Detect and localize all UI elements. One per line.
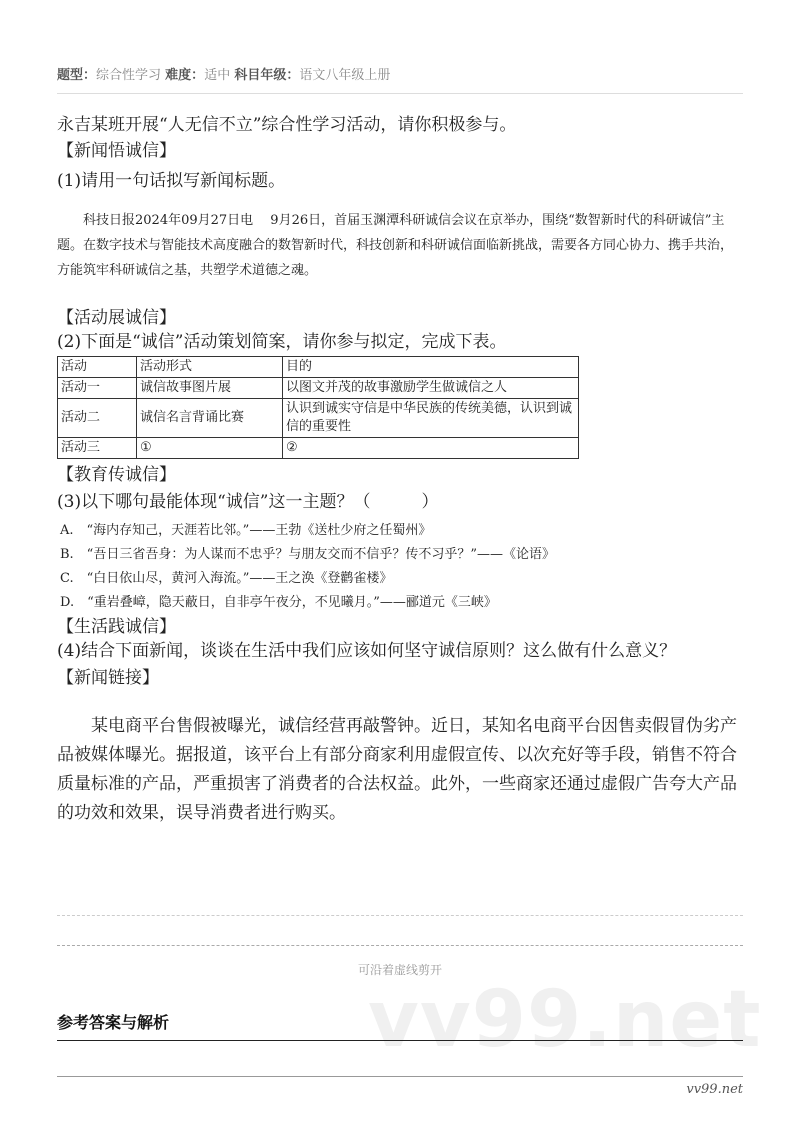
table-header: 活动形式 bbox=[137, 357, 283, 378]
activity-table bbox=[57, 356, 579, 459]
intro: 永吉某班开展“人无信不立”综合性学习活动，请你积极参与。 bbox=[57, 115, 517, 135]
table-cell: 诚信故事图片展 bbox=[137, 378, 283, 399]
table-header-row bbox=[58, 357, 579, 378]
difficulty-label: 难度： bbox=[165, 68, 205, 83]
cut-line bbox=[57, 945, 743, 946]
table-header: 活动 bbox=[58, 357, 137, 378]
news-paragraph-1: 科技日报2024年09月27日电 9月26日，首届玉渊潭科研诚信会议在京举办，围绕“数智新时代的科研诚信”主题。在数字技术与智能技术高度融合的数智新时代，科技创新和科研诚信面临新挑战，需要各方同心协力、携手共治，方能筑牢科研诚信之基，共塑学术道德之魂。 bbox=[57, 213, 734, 278]
option-a: A. “海内存知己，天涯若比邻。”——王勃《送杜少府之任蜀州》 bbox=[60, 523, 432, 538]
divider bbox=[57, 93, 743, 94]
section2-heading: 【活动展诚信】 bbox=[57, 308, 176, 328]
table-cell: 诚信名言背诵比赛 bbox=[137, 399, 283, 438]
table-header: 目的 bbox=[283, 357, 579, 378]
watermark: vv99.net bbox=[368, 975, 762, 1065]
section3-heading: 【教育传诚信】 bbox=[57, 465, 176, 485]
section1-heading: 【新闻悟诚信】 bbox=[57, 141, 176, 161]
question-1: (1)请用一句话拟写新闻标题。 bbox=[57, 171, 286, 191]
answer-divider bbox=[57, 1040, 743, 1041]
table-row bbox=[58, 438, 579, 459]
question-4: (4)结合下面新闻，谈谈在生活中我们应该如何坚守诚信原则？这么做有什么意义？ bbox=[57, 641, 677, 661]
question-2: (2)下面是“诚信”活动策划简案，请你参与拟定，完成下表。 bbox=[57, 332, 507, 352]
news-paragraph-2: 某电商平台售假被曝光，诚信经营再敲警钟。近日，某知名电商平台因售卖假冒伪劣产品被媒体曝光。据报道，该平台上有部分商家利用虚假宣传、以次充好等手段，销售不符合质量标准的产品，严重损害了消费者的合法权益。此外，一些商家还通过虚假广告夸大产品的功效和效果，误导消费者进行购买。 bbox=[57, 716, 737, 823]
difficulty-value: 适中 bbox=[204, 68, 231, 83]
dashed-line bbox=[57, 915, 743, 916]
footer-divider bbox=[57, 1076, 743, 1077]
option-d: D. “重岩叠嶂，隐天蔽日，自非亭午夜分，不见曦月。”——郦道元《三峡》 bbox=[60, 595, 497, 610]
table-cell: 活动二 bbox=[58, 399, 137, 438]
type-label: 题型： bbox=[57, 68, 97, 83]
option-b: B. “吾日三省吾身：为人谋而不忠乎？与朋友交而不信乎？传不习乎？”——《论语》 bbox=[60, 547, 555, 562]
cut-hint: 可沿着虚线剪开 bbox=[357, 963, 442, 977]
option-c: C. “白日依山尽，黄河入海流。”——王之涣《登鹳雀楼》 bbox=[60, 571, 393, 586]
answer-heading: 参考答案与解析 bbox=[57, 1013, 170, 1032]
type-value: 综合性学习 bbox=[96, 68, 162, 83]
table-row bbox=[58, 378, 579, 399]
grade-label: 科目年级： bbox=[234, 68, 300, 83]
table-row bbox=[58, 399, 579, 438]
table-cell: 认识到诚实守信是中华民族的传统美德，认识到诚信的重要性 bbox=[283, 399, 579, 438]
table-cell: 活动三 bbox=[58, 438, 137, 459]
section4-heading: 【生活践诚信】 bbox=[57, 617, 176, 637]
footer-site: vv99.net bbox=[686, 1082, 743, 1097]
table-cell: ② bbox=[283, 438, 579, 459]
question-3: (3)以下哪句最能体现“诚信”这一主题？（ ） bbox=[57, 492, 439, 512]
table-cell: 活动一 bbox=[58, 378, 137, 399]
question-meta bbox=[57, 64, 390, 83]
table-cell: 以图文并茂的故事激励学生做诚信之人 bbox=[283, 378, 579, 399]
table-cell: ① bbox=[137, 438, 283, 459]
grade-value: 语文八年级上册 bbox=[299, 68, 391, 83]
news-link-heading: 【新闻链接】 bbox=[57, 668, 159, 688]
